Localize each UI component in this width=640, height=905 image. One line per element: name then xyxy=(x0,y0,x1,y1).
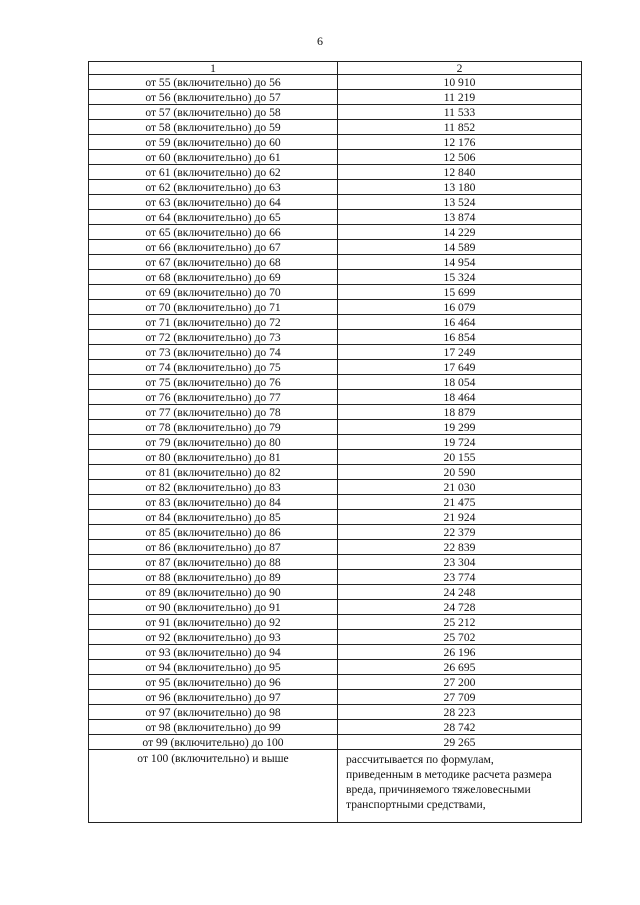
table-header-row xyxy=(89,62,582,75)
amount-cell: 12 176 xyxy=(338,135,582,150)
table-row xyxy=(89,150,582,165)
table-row xyxy=(89,405,582,420)
weight-range-cell: от 67 (включительно) до 68 xyxy=(89,255,338,270)
amount-cell: 18 054 xyxy=(338,375,582,390)
table-row xyxy=(89,630,582,645)
amount-cell: 29 265 xyxy=(338,735,582,750)
table-row xyxy=(89,570,582,585)
weight-range-cell: от 85 (включительно) до 86 xyxy=(89,525,338,540)
weight-range-cell: от 71 (включительно) до 72 xyxy=(89,315,338,330)
weight-range-cell: от 90 (включительно) до 91 xyxy=(89,600,338,615)
weight-range-cell: от 83 (включительно) до 84 xyxy=(89,495,338,510)
table-row xyxy=(89,510,582,525)
note-line: рассчитывается по формулам, xyxy=(346,753,494,766)
amount-cell: 17 649 xyxy=(338,360,582,375)
table-row xyxy=(89,690,582,705)
table-row xyxy=(89,390,582,405)
table-row xyxy=(89,270,582,285)
weight-range-cell: от 63 (включительно) до 64 xyxy=(89,195,338,210)
weight-range-cell: от 79 (включительно) до 80 xyxy=(89,435,338,450)
weight-range-cell: от 58 (включительно) до 59 xyxy=(89,120,338,135)
weight-range-cell: от 86 (включительно) до 87 xyxy=(89,540,338,555)
amount-cell: 18 879 xyxy=(338,405,582,420)
amount-cell: 25 212 xyxy=(338,615,582,630)
amount-cell: 27 709 xyxy=(338,690,582,705)
weight-range-cell: от 96 (включительно) до 97 xyxy=(89,690,338,705)
table-row xyxy=(89,645,582,660)
amount-cell: 14 954 xyxy=(338,255,582,270)
weight-range-cell: от 94 (включительно) до 95 xyxy=(89,660,338,675)
table-row xyxy=(89,300,582,315)
amount-cell: 25 702 xyxy=(338,630,582,645)
table-row xyxy=(89,315,582,330)
weight-range-cell: от 78 (включительно) до 79 xyxy=(89,420,338,435)
table-row xyxy=(89,90,582,105)
weight-range-cell: от 80 (включительно) до 81 xyxy=(89,450,338,465)
weight-range-cell: от 88 (включительно) до 89 xyxy=(89,570,338,585)
weight-range-cell: от 55 (включительно) до 56 xyxy=(89,75,338,90)
table-row xyxy=(89,450,582,465)
weight-range-cell: от 91 (включительно) до 92 xyxy=(89,615,338,630)
weight-range-cell: от 81 (включительно) до 82 xyxy=(89,465,338,480)
amount-cell: 22 379 xyxy=(338,525,582,540)
table-row xyxy=(89,585,582,600)
amount-cell: 26 196 xyxy=(338,645,582,660)
weight-range-cell: от 62 (включительно) до 63 xyxy=(89,180,338,195)
table-row xyxy=(89,555,582,570)
table-row xyxy=(89,210,582,225)
amount-cell: 27 200 xyxy=(338,675,582,690)
amount-cell: 19 724 xyxy=(338,435,582,450)
table-row xyxy=(89,540,582,555)
amount-cell: 13 180 xyxy=(338,180,582,195)
weight-range-cell: от 75 (включительно) до 76 xyxy=(89,375,338,390)
amount-cell: 23 774 xyxy=(338,570,582,585)
amount-cell: 24 248 xyxy=(338,585,582,600)
amount-cell: 15 699 xyxy=(338,285,582,300)
table-row xyxy=(89,225,582,240)
table-row xyxy=(89,720,582,735)
amount-cell: 20 590 xyxy=(338,465,582,480)
weight-range-cell: от 57 (включительно) до 58 xyxy=(89,105,338,120)
amount-cell: 15 324 xyxy=(338,270,582,285)
page-number: 6 xyxy=(317,34,323,48)
amount-cell: 26 695 xyxy=(338,660,582,675)
amount-cell: 12 506 xyxy=(338,150,582,165)
table-row xyxy=(89,240,582,255)
amount-cell: 13 524 xyxy=(338,195,582,210)
weight-range-cell: от 69 (включительно) до 70 xyxy=(89,285,338,300)
amount-cell: 13 874 xyxy=(338,210,582,225)
amount-cell: 21 030 xyxy=(338,480,582,495)
table-row xyxy=(89,330,582,345)
table-row xyxy=(89,120,582,135)
weight-range-cell: от 98 (включительно) до 99 xyxy=(89,720,338,735)
weight-range-cell: от 59 (включительно) до 60 xyxy=(89,135,338,150)
table-row xyxy=(89,465,582,480)
amount-cell: 11 852 xyxy=(338,120,582,135)
weight-range-cell: от 93 (включительно) до 94 xyxy=(89,645,338,660)
table-row xyxy=(89,600,582,615)
tariff-table xyxy=(88,61,582,823)
table-row xyxy=(89,705,582,720)
weight-range-cell: от 65 (включительно) до 66 xyxy=(89,225,338,240)
table-row xyxy=(89,345,582,360)
table-row xyxy=(89,105,582,120)
table-row-last xyxy=(89,750,582,823)
weight-range-cell: от 100 (включительно) и выше xyxy=(89,750,338,823)
column-header-2: 2 xyxy=(338,62,582,75)
weight-range-cell: от 92 (включительно) до 93 xyxy=(89,630,338,645)
amount-cell: 22 839 xyxy=(338,540,582,555)
amount-cell: 21 475 xyxy=(338,495,582,510)
weight-range-cell: от 70 (включительно) до 71 xyxy=(89,300,338,315)
weight-range-cell: от 66 (включительно) до 67 xyxy=(89,240,338,255)
column-header-1: 1 xyxy=(89,62,338,75)
table-row xyxy=(89,165,582,180)
weight-range-cell: от 56 (включительно) до 57 xyxy=(89,90,338,105)
weight-range-cell: от 72 (включительно) до 73 xyxy=(89,330,338,345)
table-row xyxy=(89,615,582,630)
amount-cell: 16 079 xyxy=(338,300,582,315)
table-row xyxy=(89,180,582,195)
weight-range-cell: от 68 (включительно) до 69 xyxy=(89,270,338,285)
amount-cell: 18 464 xyxy=(338,390,582,405)
table-row xyxy=(89,660,582,675)
amount-cell: 17 249 xyxy=(338,345,582,360)
note-line: вреда, причиняемого тяжеловесными xyxy=(346,783,531,796)
amount-cell: 11 219 xyxy=(338,90,582,105)
amount-cell: 20 155 xyxy=(338,450,582,465)
table-row xyxy=(89,675,582,690)
amount-cell: 21 924 xyxy=(338,510,582,525)
weight-range-cell: от 60 (включительно) до 61 xyxy=(89,150,338,165)
amount-cell: 11 533 xyxy=(338,105,582,120)
calculation-note-cell xyxy=(338,750,582,823)
weight-range-cell: от 99 (включительно) до 100 xyxy=(89,735,338,750)
table-row xyxy=(89,480,582,495)
amount-cell: 28 742 xyxy=(338,720,582,735)
weight-range-cell: от 95 (включительно) до 96 xyxy=(89,675,338,690)
table-row xyxy=(89,285,582,300)
table-row xyxy=(89,735,582,750)
table-row xyxy=(89,75,582,90)
weight-range-cell: от 84 (включительно) до 85 xyxy=(89,510,338,525)
table-row xyxy=(89,360,582,375)
weight-range-cell: от 82 (включительно) до 83 xyxy=(89,480,338,495)
weight-range-cell: от 77 (включительно) до 78 xyxy=(89,405,338,420)
note-line: приведенным в методике расчета размера xyxy=(346,768,552,781)
weight-range-cell: от 73 (включительно) до 74 xyxy=(89,345,338,360)
table-row xyxy=(89,435,582,450)
amount-cell: 10 910 xyxy=(338,75,582,90)
table-row xyxy=(89,495,582,510)
table-body xyxy=(89,62,582,823)
amount-cell: 28 223 xyxy=(338,705,582,720)
amount-cell: 14 229 xyxy=(338,225,582,240)
table-row xyxy=(89,375,582,390)
amount-cell: 16 854 xyxy=(338,330,582,345)
amount-cell: 24 728 xyxy=(338,600,582,615)
table-row xyxy=(89,135,582,150)
amount-cell: 12 840 xyxy=(338,165,582,180)
amount-cell: 14 589 xyxy=(338,240,582,255)
weight-range-cell: от 87 (включительно) до 88 xyxy=(89,555,338,570)
table-row xyxy=(89,195,582,210)
note-line: транспортными средствами, xyxy=(346,798,486,811)
amount-cell: 23 304 xyxy=(338,555,582,570)
table-row xyxy=(89,255,582,270)
weight-range-cell: от 76 (включительно) до 77 xyxy=(89,390,338,405)
table-row xyxy=(89,525,582,540)
table-row xyxy=(89,420,582,435)
amount-cell: 16 464 xyxy=(338,315,582,330)
weight-range-cell: от 97 (включительно) до 98 xyxy=(89,705,338,720)
weight-range-cell: от 61 (включительно) до 62 xyxy=(89,165,338,180)
weight-range-cell: от 64 (включительно) до 65 xyxy=(89,210,338,225)
amount-cell: 19 299 xyxy=(338,420,582,435)
weight-range-cell: от 89 (включительно) до 90 xyxy=(89,585,338,600)
weight-range-cell: от 74 (включительно) до 75 xyxy=(89,360,338,375)
